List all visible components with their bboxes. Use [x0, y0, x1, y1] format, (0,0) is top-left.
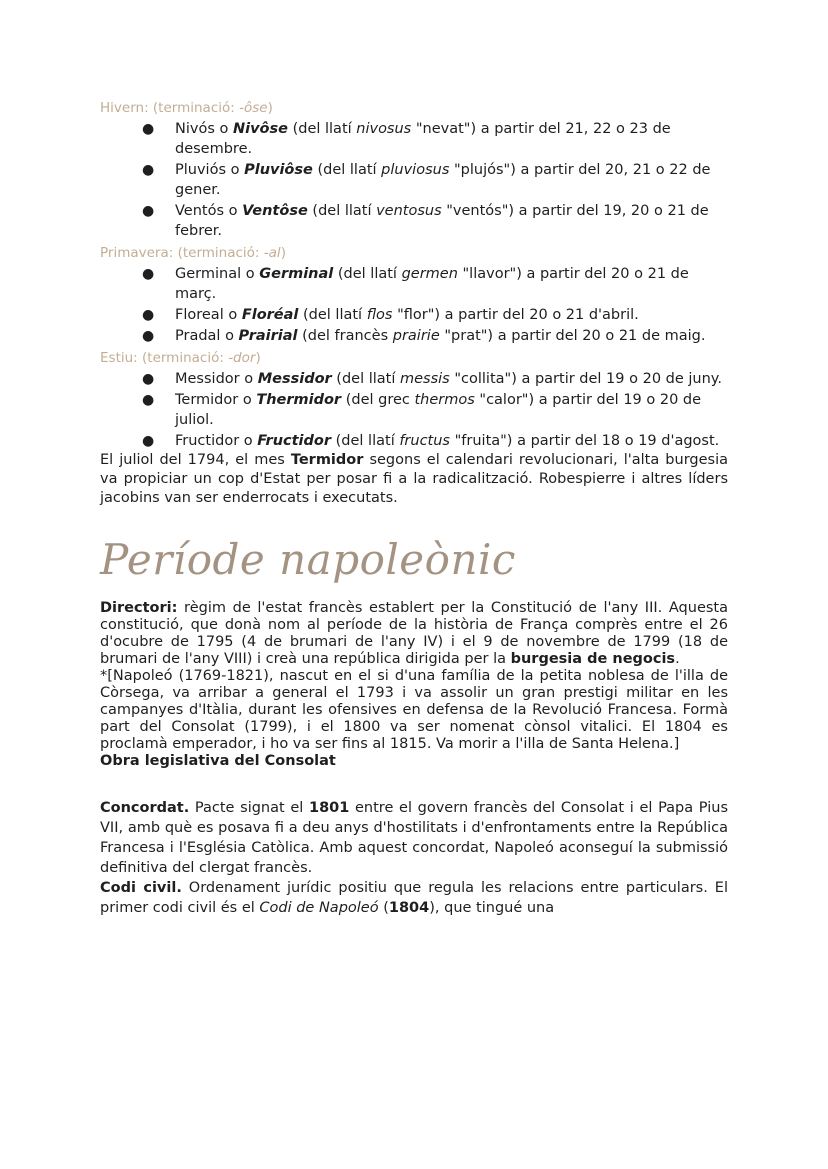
season-heading-hivern: Hivern: (terminació: -ôse) — [100, 100, 273, 116]
season-heading-estiu: Estiu: (terminació: -dor) — [100, 350, 261, 366]
obra-heading: Obra legislativa del Consolat — [100, 753, 336, 769]
list-item: ● Germinal o Germinal (del llatí germen "llavor") a partir del 20 o 21 de març. — [142, 266, 689, 302]
codi-paragraph: Codi civil. Ordenament jurídic positiu que regula les relacions entre particulars. El primer codi civil és el Codi de Napoleó (1804), que tingué una — [100, 880, 729, 916]
list-item: ● Floreal o Floréal (del llatí flos "flor") a partir del 20 o 21 d'abril. — [142, 307, 639, 323]
list-item: ● Pluviós o Pluviôse (del llatí pluviosus "plujós") a partir del 20, 21 o 22 de gener. — [142, 162, 711, 198]
list-item: ● Messidor o Messidor (del llatí messis "collita") a partir del 19 o 20 de juny. — [142, 371, 722, 387]
list-item: ● Fructidor o Fructidor (del llatí fructus "fruita") a partir del 18 o 19 d'agost. — [142, 433, 720, 449]
spacer — [100, 770, 728, 798]
list-item: ● Ventós o Ventôse (del llatí ventosus "ventós") a partir del 19, 20 o 21 de febrer. — [142, 203, 709, 239]
napoleo-note: *[Napoleó (1769-1821), nascut en el si d'una família de la petita noblesa de l'illa de Còrsega, va arribar a general el 1793 i va assolir un gran prestigi militar en les campanyes d'Itàlia, durant les ofensives en defensa de la Revolució Francesa. Formà part del Consolat (1799), i el 1800 va ser nomenat cònsol vitalici. El 1804 es proclamà emperador, i ho va ser fins al 1815. Va morir a l'illa de Santa Helena.] — [100, 668, 728, 752]
season-heading-primavera: Primavera: (terminació: -al) — [100, 245, 286, 261]
termidor-paragraph: El juliol del 1794, el mes Termidor segons el calendari revolucionari, l'alta burgesia va propiciar un cop d'Estat per posar fi a la radicalització. Robespierre i altres líders jacobins van ser enderrocats i executats. — [100, 452, 728, 506]
section-title: Període napoleònic — [100, 535, 516, 584]
list-item: ● Pradal o Prairial (del francès prairie "prat") a partir del 20 o 21 de maig. — [142, 328, 706, 344]
directori-paragraph: Directori: règim de l'estat francès establert per la Constitució de l'any III. Aquesta constitució, que donà nom al període de la història de França comprès entre el 26 d'ocubre de 1795 (4 de brumari de l'any IV) i el 9 de novembre de 1799 (18 de brumari de l'any VIII) i creà una república dirigida per la burgesia de negocis. — [100, 600, 728, 667]
concordat-paragraph: Concordat. Pacte signat el 1801 entre el govern francès del Consolat i el Papa Pius VII, amb què es posava fi a deu anys d'hostilitats i d'enfrontaments entre la República Francesa i l'Església Catòlica. Amb aquest concordat, Napoleó aconseguí la submissió definitiva del clergat francès. — [100, 800, 728, 876]
page-content — [100, 98, 728, 918]
month-list-primavera — [100, 264, 728, 346]
list-item: ● Nivós o Nivôse (del llatí nivosus "nevat") a partir del 21, 22 o 23 de desembre. — [142, 121, 671, 157]
month-list-estiu — [100, 369, 728, 451]
month-list-hivern — [100, 119, 728, 241]
list-item: ● Termidor o Thermidor (del grec thermos "calor") a partir del 19 o 20 de juliol. — [142, 392, 702, 428]
